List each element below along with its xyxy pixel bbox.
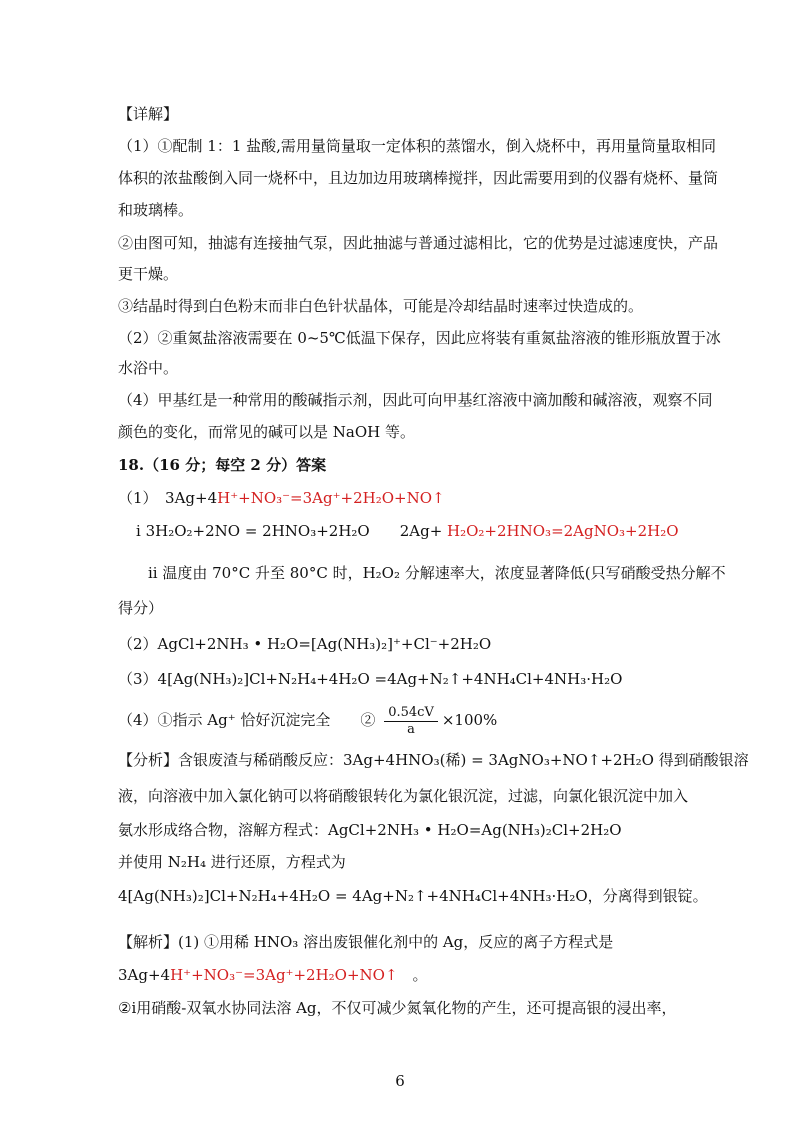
answer-equation-red: H₂O₂+2HNO₃=2AgNO₃+2H₂O bbox=[447, 522, 679, 540]
solution-prefix: 3Ag+4 bbox=[118, 966, 171, 984]
paragraph-line: ③结晶时得到白色粉末而非白色针状晶体，可能是冷却结晶时速率过快造成的。 bbox=[118, 297, 644, 315]
solution-suffix: 。 bbox=[397, 966, 428, 984]
paragraph-line: （4）甲基红是一种常用的酸碱指示剂，因此可向甲基红溶液中滴加酸和碱溶液，观察不同 bbox=[118, 391, 713, 409]
solution-line: ②ⅰ用硝酸-双氧水协同法溶 Ag，不仅可减少氮氧化物的产生，还可提高银的浸出率， bbox=[118, 999, 677, 1017]
answer-line bbox=[136, 521, 679, 541]
analysis-line: 4[Ag(NH₃)₂]Cl+N₂H₄+4H₂O = 4Ag+N₂↑+4NH₄Cl+4NH₃·H₂O，分离得到银锭。 bbox=[118, 887, 708, 905]
analysis-line: 氨水形成络合物，溶解方程式：AgCl+2NH₃ • H₂O=Ag(NH₃)₂Cl+2H₂O bbox=[118, 821, 622, 839]
fraction-denominator: a bbox=[407, 721, 415, 737]
detail-heading: 【详解】 bbox=[118, 105, 179, 123]
answer-line bbox=[118, 702, 497, 738]
paragraph-line: ②由图可知，抽滤有连接抽气泵，因此抽滤与普通过滤相比，它的优势是过滤速度快，产品 bbox=[118, 234, 719, 252]
answer-equation-red: H⁺+NO₃⁻=3Ag⁺+2H₂O+NO↑ bbox=[217, 489, 445, 507]
solution-equation-red: H⁺+NO₃⁻=3Ag⁺+2H₂O+NO↑ bbox=[170, 966, 398, 984]
paragraph-line: 体积的浓盐酸倒入同一烧杯中，且边加边用玻璃棒搅拌，因此需要用到的仪器有烧杯、量筒 bbox=[118, 169, 719, 187]
answer-prefix: i 3H₂O₂+2NO = 2HNO₃+2H₂O 2Ag+ bbox=[136, 522, 448, 540]
paragraph-line: （2）②重氮盐溶液需要在 0~5℃低温下保存，因此应将装有重氮盐溶液的锥形瓶放置于冰 bbox=[118, 329, 721, 347]
solution-line bbox=[118, 965, 428, 985]
fraction bbox=[384, 705, 438, 738]
answer-suffix: ×100% bbox=[441, 711, 498, 729]
answer-line: ii 温度由 70°C 升至 80°C 时，H₂O₂ 分解速率大，浓度显著降低(只写硝酸受热分解不 bbox=[148, 564, 726, 582]
solution-line: 【解析】(1) ①用稀 HNO₃ 溶出废银催化剂中的 Ag，反应的离子方程式是 bbox=[118, 933, 614, 951]
question-heading: 18.（16 分；每空 2 分）答案 bbox=[118, 456, 327, 474]
analysis-line: 【分析】含银废渣与稀硝酸反应：3Ag+4HNO₃(稀) = 3AgNO₃+NO↑+2H₂O 得到硝酸银溶 bbox=[118, 751, 749, 769]
analysis-line: 并使用 N₂H₄ 进行还原，方程式为 bbox=[118, 853, 346, 871]
answer-line: 得分） bbox=[118, 599, 164, 617]
paragraph-line: 更干燥。 bbox=[118, 265, 179, 283]
paragraph-line: 和玻璃棒。 bbox=[118, 201, 194, 219]
answer-line bbox=[118, 488, 445, 508]
answer-line: （3）4[Ag(NH₃)₂]Cl+N₂H₄+4H₂O =4Ag+N₂↑+4NH₄Cl+4NH₃·H₂O bbox=[118, 670, 623, 688]
analysis-line: 液，向溶液中加入氯化钠可以将硝酸银转化为氯化银沉淀，过滤，向氯化银沉淀中加入 bbox=[118, 787, 689, 805]
paragraph-line: 水浴中。 bbox=[118, 359, 179, 377]
fraction-numerator: 0.54cV bbox=[384, 705, 438, 722]
page-number: 6 bbox=[395, 1072, 405, 1090]
answer-prefix: （4）①指示 Ag⁺ 恰好沉淀完全 ② bbox=[118, 711, 376, 729]
paragraph-line: 颜色的变化，而常见的碱可以是 NaOH 等。 bbox=[118, 423, 415, 441]
answer-prefix: （1） 3Ag+4 bbox=[118, 489, 218, 507]
answer-line: （2）AgCl+2NH₃ • H₂O=[Ag(NH₃)₂]⁺+Cl⁻+2H₂O bbox=[118, 635, 492, 653]
paragraph-line: （1）①配制 1：1 盐酸,需用量筒量取一定体积的蒸馏水，倒入烧杯中，再用量筒量取相同 bbox=[118, 137, 716, 155]
